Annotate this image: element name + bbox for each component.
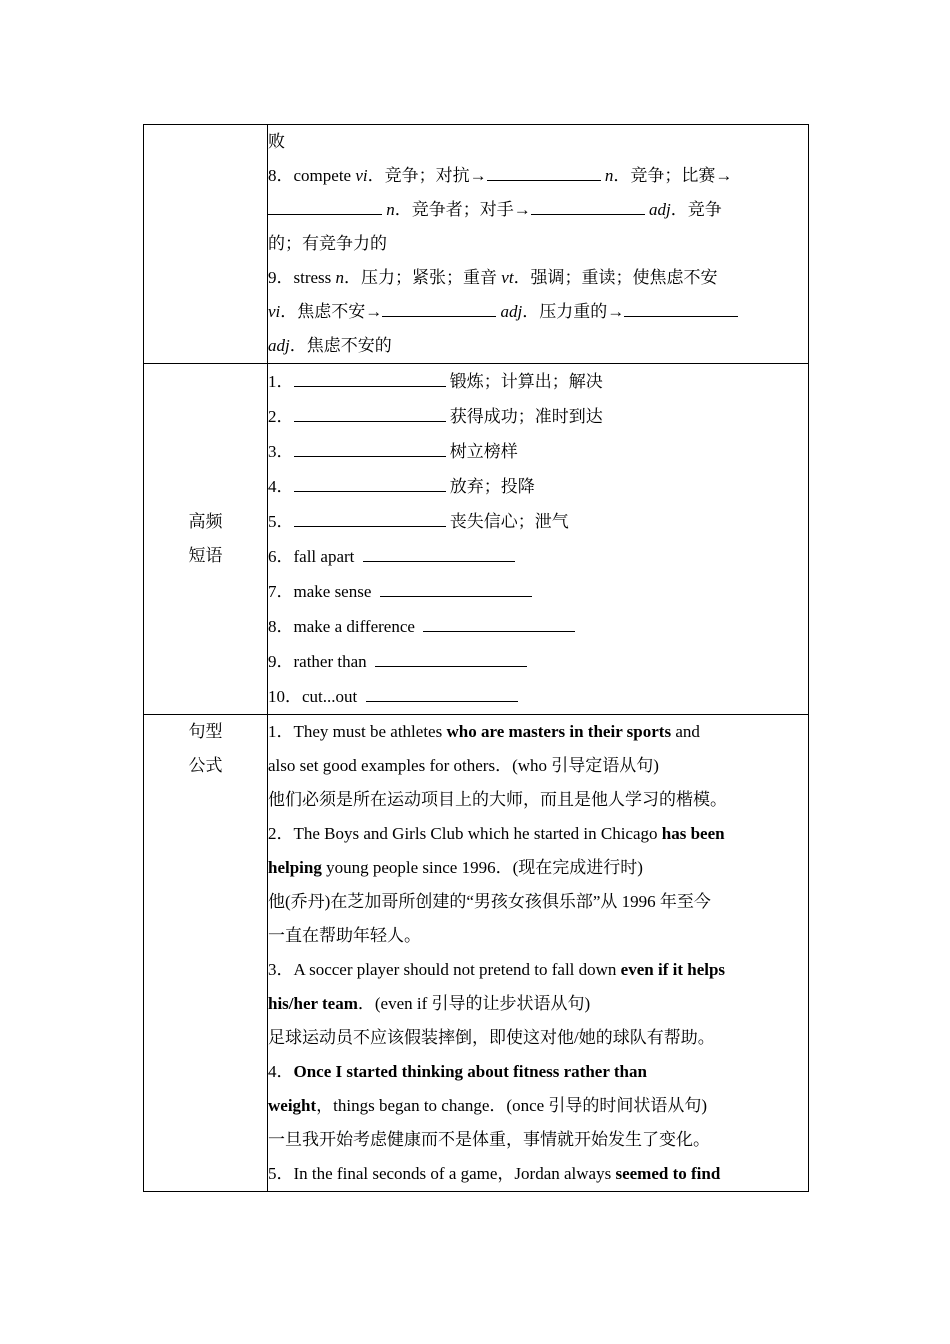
phrase-item: 7．make sense (268, 574, 808, 609)
phrases-label-cell (144, 364, 268, 715)
sentence-1-translation: 他们必须是所在运动项目上的大师，而且是他人学习的楷模。 (268, 790, 727, 809)
phrase-item: 8．make a difference (268, 609, 808, 644)
vocab-line-1: 败 (268, 132, 285, 151)
sentences-label: 句型 公式 (188, 722, 223, 775)
sentences-content-cell (268, 715, 809, 1192)
answer-blank[interactable] (294, 473, 446, 492)
sentence-2-translation-2: 一直在帮助年轻人。 (268, 926, 421, 945)
phrase-item: 5． 丧失信心；泄气 (268, 504, 808, 539)
phrase-item: 2． 获得成功；准时到达 (268, 399, 808, 434)
answer-blank[interactable] (487, 162, 601, 181)
answer-blank[interactable] (423, 613, 575, 632)
answer-blank[interactable] (624, 298, 738, 317)
answer-blank[interactable] (294, 508, 446, 527)
vocab-line-7: adj．焦虑不安的 (268, 336, 392, 355)
sentence-2-line-2: helping young people since 1996．(现在完成进行时) (268, 858, 643, 877)
vocab-line-4: 的；有竞争力的 (268, 234, 387, 253)
phrase-item: 1． 锻炼；计算出；解决 (268, 364, 808, 399)
answer-blank[interactable] (380, 578, 532, 597)
phrase-item: 4． 放弃；投降 (268, 469, 808, 504)
answer-blank[interactable] (294, 438, 446, 457)
phrases-content-cell (268, 364, 809, 715)
vocab-line-3: n．竞争者；对手→ adj．竞争 (268, 193, 808, 227)
answer-blank[interactable] (382, 298, 496, 317)
answer-blank[interactable] (531, 196, 645, 215)
answer-blank[interactable] (375, 648, 527, 667)
sentence-5-line-1: 5．In the final seconds of a game，Jordan always seemed to find (268, 1164, 721, 1183)
vocab-line-2: 8．compete vi．竞争；对抗→ n．竞争；比赛→ (268, 159, 808, 193)
phrases-row (144, 364, 809, 715)
study-table (143, 124, 809, 1192)
sentence-3-line-1: 3．A soccer player should not pretend to fall down even if it helps (268, 960, 726, 979)
phrase-item: 9．rather than (268, 644, 808, 679)
sentence-2-line-1: 2．The Boys and Girls Club which he started in Chicago has been (268, 824, 725, 843)
sentence-2-translation-1: 他(乔丹)在芝加哥所创建的“男孩女孩俱乐部”从 1996 年至今 (268, 892, 711, 911)
sentence-4-line-1: 4．Once I started thinking about fitness rather than (268, 1062, 647, 1081)
sentence-1-line-1: 1．They must be athletes who are masters in their sports and (268, 722, 700, 741)
vocab-content-cell (268, 125, 809, 364)
sentence-4-line-2: weight，things began to change．(once 引导的时间状语从句) (268, 1096, 708, 1115)
sentence-3-line-2: his/her team．(even if 引导的让步状语从句) (268, 994, 591, 1013)
answer-blank[interactable] (294, 403, 446, 422)
vocab-line-6: vi．焦虑不安→ adj．压力重的→ (268, 295, 808, 329)
phrase-item: 6．fall apart (268, 539, 808, 574)
answer-blank[interactable] (363, 543, 515, 562)
vocab-row (144, 125, 809, 364)
sentence-1-line-2: also set good examples for others．(who 引导定语从句) (268, 756, 659, 775)
sentences-row (144, 715, 809, 1192)
answer-blank[interactable] (366, 683, 518, 702)
sentences-label-cell (144, 715, 268, 1192)
answer-blank[interactable] (268, 196, 382, 215)
sentence-3-translation: 足球运动员不应该假装摔倒，即使这对他/她的球队有帮助。 (268, 1028, 715, 1047)
answer-blank[interactable] (294, 368, 446, 387)
phrase-item: 3． 树立榜样 (268, 434, 808, 469)
phrases-label: 高频 短语 (188, 512, 223, 565)
phrase-item: 10．cut...out (268, 679, 808, 714)
vocab-label-cell (144, 125, 268, 364)
vocab-line-5: 9．stress n．压力；紧张；重音 vt．强调；重读；使焦虑不安 (268, 268, 718, 287)
sentence-4-translation: 一旦我开始考虑健康而不是体重，事情就开始发生了变化。 (268, 1130, 710, 1149)
